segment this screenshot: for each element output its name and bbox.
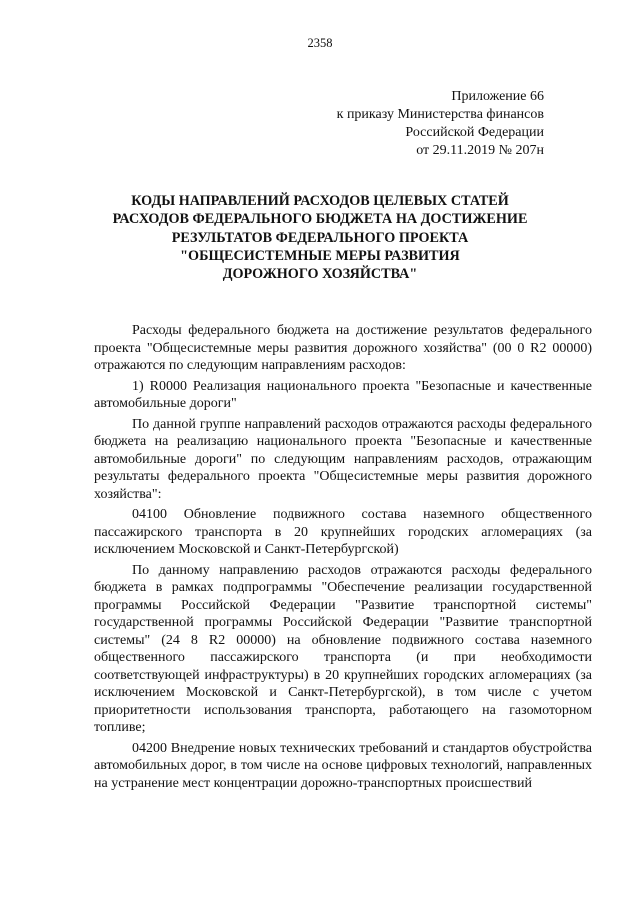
appendix-line: к приказу Министерства финансов: [336, 107, 544, 122]
title-line: ДОРОЖНОГО ХОЗЯЙСТВА": [222, 266, 418, 283]
document-title: [86, 192, 554, 283]
body-paragraph: 04200 Внедрение новых технических требований и стандартов обустройства автомобильных дорог, в том числе на основе цифровых технологий, направленных на устранение мест концентрации дорожно-транспортных происшествий: [94, 740, 592, 791]
title-line: КОДЫ НАПРАВЛЕНИЙ РАСХОДОВ ЦЕЛЕВЫХ СТАТЕЙ: [131, 193, 509, 209]
title-line: РЕЗУЛЬТАТОВ ФЕДЕРАЛЬНОГО ПРОЕКТА: [171, 229, 469, 246]
body-paragraph: По данному направлению расходов отражаются расходы федерального бюджета в рамках подпрограммы "Обеспечение реализации государственной программы Российской Федерации "Развитие транспортной системы" государственной программы Российской Федерации "Развитие транспортной системы" (24 8 R2 00000) на обновление подвижного состава наземного общественного пассажирского транспорта (и при необходимости соответствующей инфраструктуры) в 20 крупнейших городских агломерациях (за исключением Московской и Санкт-Петербургской), в том числе с учетом приоритетности использования транспорта, работающего на газомоторном топливе;: [94, 562, 592, 735]
appendix-line: Приложение 66: [451, 89, 544, 104]
title-line: "ОБЩЕСИСТЕМНЫЕ МЕРЫ РАЗВИТИЯ: [180, 247, 460, 264]
appendix-line: от 29.11.2019 № 207н: [416, 143, 544, 158]
title-line: РАСХОДОВ ФЕДЕРАЛЬНОГО БЮДЖЕТА НА ДОСТИЖЕНИЕ: [112, 211, 528, 228]
body-paragraph: По данной группе направлений расходов отражаются расходы федерального бюджета на реализацию национального проекта "Безопасные и качественные автомобильные дороги" по следующим направлениям расходов, отражающим результаты федерального проекта "Общесистемные меры развития дорожного хозяйства":: [94, 416, 592, 502]
appendix-block: [337, 88, 544, 160]
body-paragraph: 1) R0000 Реализация национального проекта "Безопасные и качественные автомобильные дороги": [94, 378, 592, 411]
body-paragraph: 04100 Обновление подвижного состава наземного общественного пассажирского транспорта в 20 крупнейших городских агломерациях (за исключением Московской и Санкт-Петербургской): [94, 507, 592, 557]
body-paragraph: Расходы федерального бюджета на достижение результатов федерального проекта "Общесистемные меры развития дорожного хозяйства" (00 0 R2 00000) отражаются по следующим направлениям расходов:: [94, 323, 592, 373]
document-body: [94, 322, 592, 795]
page-number: 2358: [307, 36, 333, 50]
appendix-line: Российской Федерации: [405, 125, 544, 140]
